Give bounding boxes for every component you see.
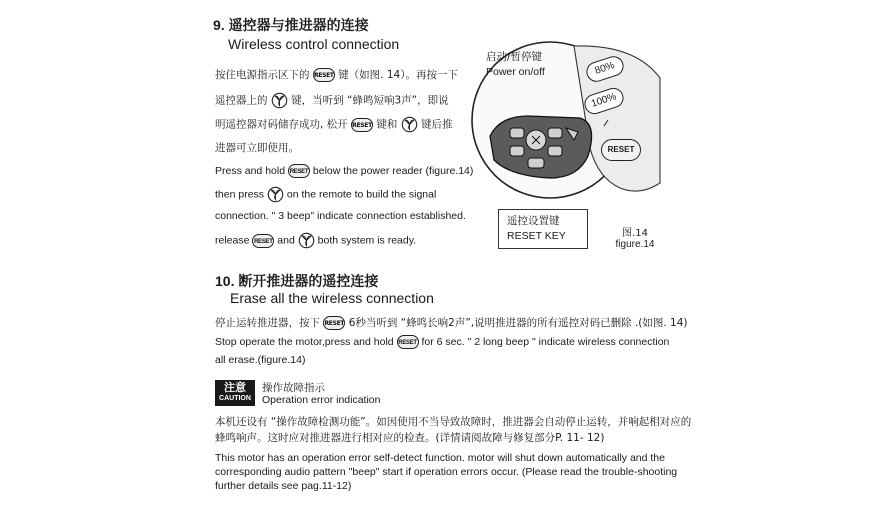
caption-en: figure.14 (615, 239, 655, 250)
text-segment: 进器可立即使用。 (215, 142, 299, 154)
text-segment: 键和 (376, 118, 398, 131)
section9-en-line-4 (215, 232, 416, 249)
section9-en-line-2 (215, 186, 436, 203)
text-segment: Press and hold (215, 164, 286, 177)
reset-key-icon: RESET (288, 164, 310, 178)
reset-button: RESET (601, 139, 641, 161)
power-label-en: Power on/off (486, 66, 545, 78)
section9-zh-line-4 (215, 140, 299, 155)
propeller-icon (298, 232, 315, 249)
text-segment: 按住电源指示区下的 (215, 69, 310, 81)
propeller-icon (267, 186, 284, 203)
caution-zh-line-2: 蜂鸣响声。这时应对推进器进行相对应的检查。(详情请阅故障与修复部分P. 11- 12) (215, 432, 605, 444)
text-segment: 6秒当听到 “蜂鸣长响2声”,说明推进器的所有遥控对码已删除 .(如图. 14) (348, 317, 688, 329)
text-segment: and (277, 234, 295, 247)
reset-key-icon: RESET (252, 234, 274, 248)
reset-key-label (498, 209, 588, 249)
reset-key-icon: RESET (351, 118, 373, 132)
text-segment: below the power reader (figure.14) (312, 164, 474, 177)
section9-en-line-1 (215, 164, 473, 178)
reset-key-icon: RESET (313, 68, 335, 82)
section9-zh-line-3 (215, 116, 453, 133)
section9-zh-line-2 (215, 92, 449, 109)
caution-title-zh: 操作故障指示 (262, 382, 325, 394)
caption-zh: 图.14 (622, 228, 648, 239)
text-segment: connection. " 3 beep" indicate connection established. (215, 210, 466, 222)
caution-en-line-2: corresponding audio pattern "beep" start if operation errors occur. (Please read the trouble-shooting (215, 466, 678, 478)
text-segment: 遥控器上的 (215, 94, 268, 107)
text-segment: 键（如图. 14）。再按一下 (338, 69, 458, 81)
text-segment: then press (215, 188, 265, 201)
caution-title-en: Operation error indication (262, 394, 381, 406)
text-segment: on the remote to build the signal (286, 188, 437, 201)
section10-title-zh: 10. 断开推进器的遥控连接 (215, 273, 379, 289)
propeller-icon (271, 92, 288, 109)
power-label-zh: 启动/暂停键 (486, 51, 543, 63)
text-segment: both system is ready. (317, 234, 417, 247)
text-segment: for 6 sec. " 2 long beep " indicate wireless connection (421, 335, 670, 348)
section9-title-en: Wireless control connection (228, 36, 400, 52)
section10-title-en: Erase all the wireless connection (230, 290, 434, 306)
text-segment: 停止运转推进器，按下 (215, 317, 320, 329)
caution-badge (215, 380, 255, 406)
text-segment: 键，当听到 “蜂鸣短响3声”，即说 (291, 94, 449, 107)
section9-zh-line-1 (215, 67, 458, 82)
figure-14 (470, 28, 665, 258)
text-segment: 明遥控器对码储存成功, 松开 (215, 118, 348, 131)
reset-key-icon: RESET (397, 335, 419, 349)
section9-en-line-3 (215, 210, 466, 222)
text-segment: release (215, 234, 250, 247)
text-segment: Stop operate the motor,press and hold (215, 335, 394, 348)
propeller-icon (401, 116, 418, 133)
power-label (482, 48, 568, 82)
caution-en-line-3: further details see pag.11-12) (215, 480, 352, 492)
reset-key-icon: RESET (323, 316, 345, 330)
text-segment: 键后推 (421, 118, 453, 131)
section9-title-zh: 9. 遥控器与推进器的连接 (213, 17, 369, 33)
section10-en-line-2: all erase.(figure.14) (215, 354, 306, 366)
reset-label-en: RESET KEY (507, 230, 566, 242)
caution-badge-zh: 注意 (224, 381, 246, 394)
caution-zh-line-1: 本机还设有 “操作故障检测功能”。如因使用不当导致故障时，推进器会自动停止运转，并响起相对应的 (215, 416, 692, 428)
speed-100-button: 100% (582, 85, 626, 116)
section10-zh-line (215, 315, 688, 330)
figure-caption (610, 224, 660, 250)
section10-en-line-1 (215, 335, 669, 349)
reset-label-zh: 遥控设置键 (507, 215, 560, 227)
speed-80-button: 80% (584, 54, 626, 85)
caution-en-line-1: This motor has an operation error self-detect function. motor will shut down automatically and the (215, 452, 665, 464)
caution-badge-en: CAUTION (219, 395, 251, 402)
